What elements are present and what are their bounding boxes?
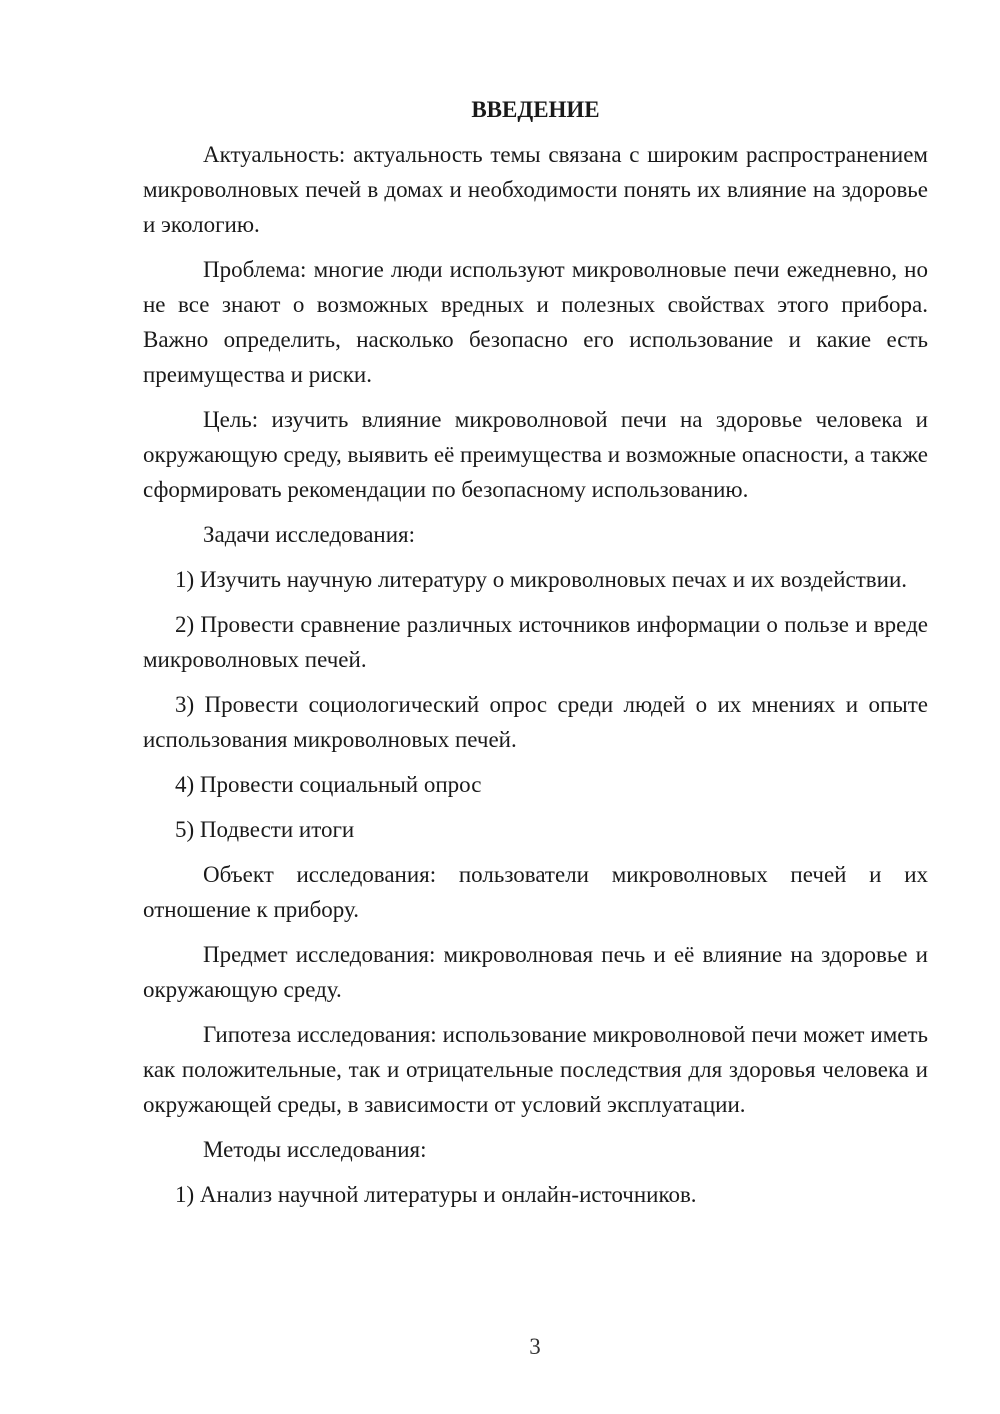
paragraph-tasks-heading: Задачи исследования: [203,522,416,547]
paragraph-subject: Предмет исследования: микроволновая печь и её влияние на здоровье и окружающую среду. [143,942,928,1002]
page-number: 3 [529,1334,541,1359]
task-item: 3) Провести социологический опрос среди людей о их мнениях и опыте использования микроволновых печей. [143,692,928,752]
paragraph-hypothesis: Гипотеза исследования: использование микроволновой печи может иметь как положительные, так и отрицательные последствия для здоровья человека и окружающей среды, в зависимости от условий эксплуатации. [143,1022,928,1117]
paragraph-object: Объект исследования: пользователи микроволновых печей и их отношение к прибору. [143,862,928,922]
paragraph-relevance: Актуальность: актуальность темы связана с широким распространением микроволновых печей в домах и необходимости понять их влияние на здоровье и экологию. [143,142,928,237]
paragraph-problem: Проблема: многие люди используют микроволновые печи ежедневно, но не все знают о возможных вредных и полезных свойствах этого прибора. Важно определить, насколько безопасно его использование и какие есть преимущества и риски. [143,257,928,387]
page-title: ВВЕДЕНИЕ [471,97,600,122]
method-item: 1) Анализ научной литературы и онлайн-источников. [175,1182,697,1207]
paragraph-methods-heading: Методы исследования: [203,1137,427,1162]
task-item: 5) Подвести итоги [175,817,355,842]
task-item: 2) Провести сравнение различных источников информации о пользе и вреде микроволновых печей. [143,612,928,672]
page-content [143,92,928,1222]
task-item: 4) Провести социальный опрос [175,772,482,797]
task-item: 1) Изучить научную литературу о микроволновых печах и их воздействии. [175,567,908,592]
paragraph-goal: Цель: изучить влияние микроволновой печи на здоровье человека и окружающую среду, выявить её преимущества и возможные опасности, а также сформировать рекомендации по безопасному использованию. [143,407,928,502]
